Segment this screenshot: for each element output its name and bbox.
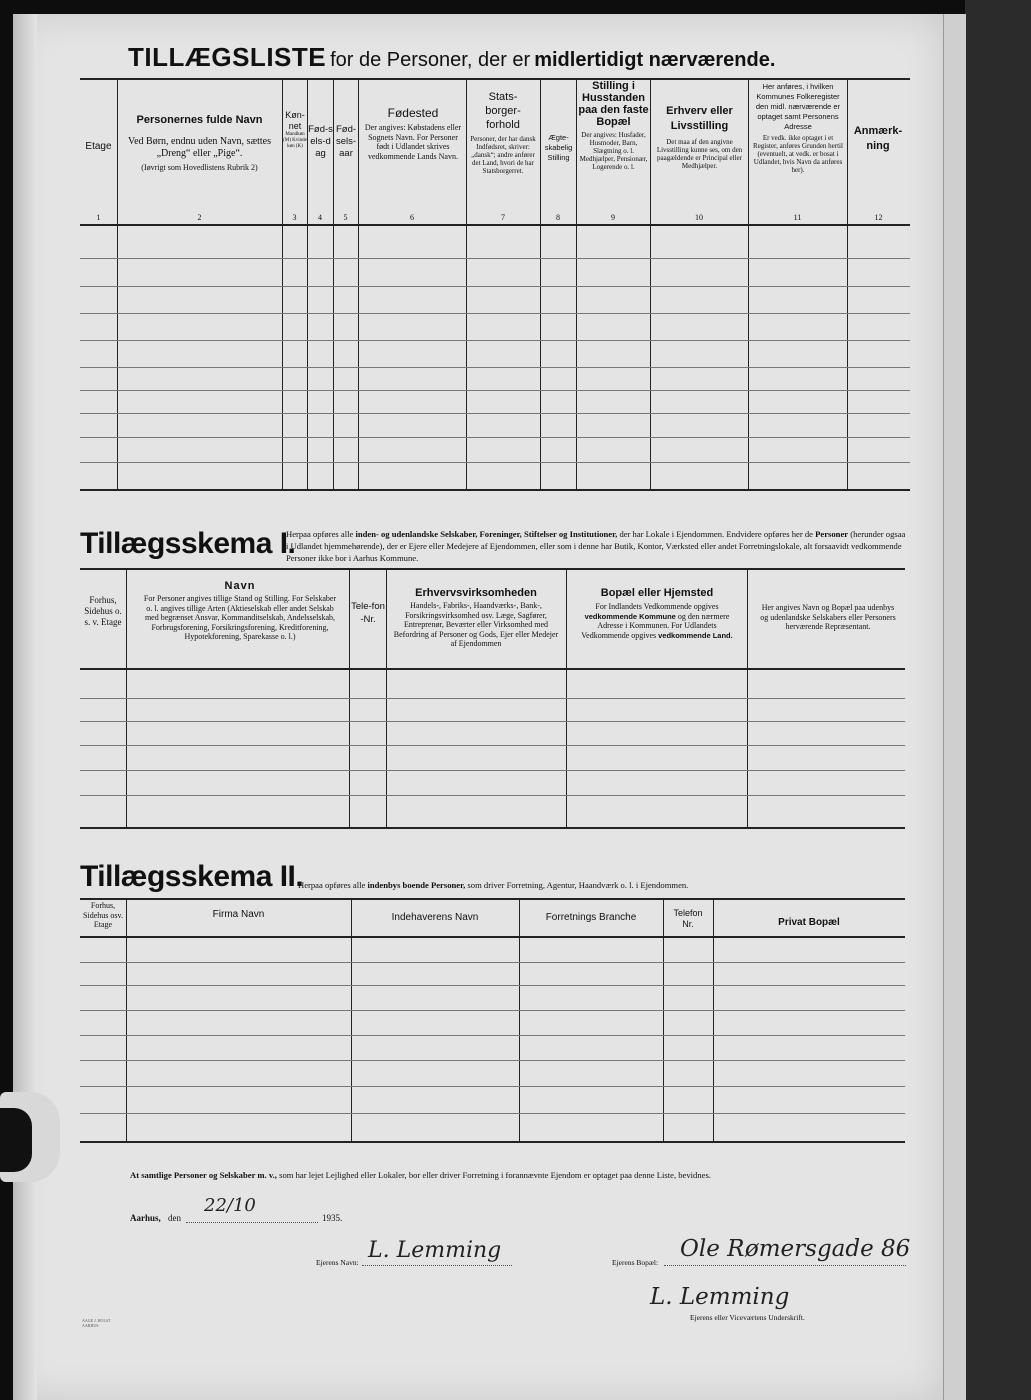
thumb-shadow [0, 1108, 32, 1172]
s2-col-branche: Forretnings Branche [545, 912, 637, 923]
t1-col5-title: Fød-sels-aar [335, 124, 357, 159]
t1-num5: 5 [343, 213, 348, 222]
t1-col9-body: Der angives: Husfader, Husmoder, Barn, Slægtning o. l. Medhjælper, Pensionær, Logerende o. l. [579, 131, 648, 171]
date-line [186, 1222, 318, 1223]
page-right-strip [943, 14, 966, 1400]
main-title-bold2: midlertidigt nærværende. [534, 49, 776, 71]
schema1-intro-3: Endvidere opføres her de [726, 529, 813, 539]
declaration-bold: At samtlige Personer og Selskaber m. v., [130, 1170, 277, 1180]
schema1-intro-4: (herunder ogsaa i Udlandet hjemmehørende), der er Ejere eller Medejere af Ejendommen, eller som i denne har Butik, Kontor, Værksted eller andet Forretningslokale, alt forsaavidt vedkommende Personer ikke bor i Aarhus Kommune. [286, 529, 906, 563]
place-label: Aarhus, [130, 1213, 161, 1223]
s1-bopael-bold1: vedkommende Kommune [584, 611, 676, 621]
t1-col10-title: Erhverv eller Livsstilling [666, 105, 733, 132]
s1-col-erhv-body: Handels-, Fabriks-, Haandværks-, Bank-, Forsikringsvirksomhed osv. Læge, Sagfører, Entreprenør, Beværter eller Virksomhed med Befordring af Personer og Gods, Ejer eller Medejer af Ejendommen [393, 601, 559, 648]
den-label: den [168, 1213, 181, 1223]
background-dark-right [965, 0, 1031, 1400]
t1-col10-body: Det maa af den angivne Livsstilling kunne ses, om den paagældende er Principal eller Medhjælper. [656, 138, 743, 170]
t1-col12-title: Anmærk-ning [853, 125, 903, 152]
t1-col6-title: Fødested [387, 106, 439, 120]
t1-col2-body: Ved Børn, endnu uden Navn, sættes „Dreng“ eller „Pige“. [127, 136, 272, 159]
s1-col-rep: Her angives Navn og Bopæl paa udenbys og udenlandske Selskabers eller Personers herværende Repræsentant. [760, 603, 896, 631]
t1-col11-body: Er vedk. ikke optaget i et Register, anføres Grunden hertil (eventuelt, at vedk. er bosat i Udlandet, hvis Navn da anføres her). [753, 134, 843, 174]
t1-col11-header [750, 82, 846, 174]
s2-col-etage: Forhus, Sidehus osv. Etage [83, 901, 123, 929]
owner-addr-handwritten: Ole Rømersgade 86 [680, 1236, 911, 1262]
t1-col2-header [119, 114, 280, 173]
s1-col-bopael-title: Bopæl eller Hjemsted [600, 587, 714, 599]
schema2-intro [298, 880, 898, 890]
declaration-rest: som har lejet Lejlighed eller Lokaler, bor eller driver Forretning i forannævnte Ejendom er optaget paa denne Liste, bevidnes. [279, 1170, 711, 1180]
t1-col9-header [577, 80, 650, 171]
signature-handwritten: L. Lemming [650, 1284, 790, 1310]
t1-col6-body: Der angives: Købstadens eller Sognets Navn. For Personer født i Udlandet skrives vedkommende Lands Navn. [364, 123, 462, 161]
main-title-mid: for de Personer, der er [330, 49, 531, 71]
t1-num1: 1 [96, 213, 101, 222]
t1-num3: 3 [292, 213, 297, 222]
page-left-edge [13, 14, 37, 1400]
s1-col-tlf: Tele-fon-Nr. [351, 601, 385, 625]
date-handwritten: 22/10 [204, 1195, 256, 1216]
t1-num7: 7 [501, 213, 505, 222]
signature-label: Ejerens eller Viceværtens Underskrift. [690, 1313, 805, 1322]
t1-col1-title: Etage [85, 141, 112, 152]
s1-col-etage: Forhus, Sidehus o. s. v. Etage [84, 595, 122, 627]
schema2-intro-2: som driver Forretning, Agentur, Haandværk o. l. i Ejendommen. [467, 880, 689, 890]
t1-num10: 10 [695, 213, 703, 222]
printer-mark: AAGE J. HOLST AARHUS [82, 1318, 111, 1328]
t1-num8: 8 [556, 213, 560, 222]
t1-col4-title: Fød-sels-dag [308, 124, 333, 159]
schema2-intro-bold: indenbys boende Personer, [367, 880, 466, 890]
owner-name-line [362, 1265, 512, 1266]
s1-col-navn [140, 580, 340, 642]
s2-col-indeh: Indehaverens Navn [391, 912, 479, 923]
t1-num11: 11 [793, 213, 802, 222]
schema1-intro-bold1: inden- og udenlandske Selskaber, Foreninger, Stiftelser og Institutioner, [355, 529, 618, 539]
t1-num12: 12 [874, 213, 883, 222]
t1-col9-title: Stilling i Husstanden paa den faste Bopæl [578, 80, 649, 128]
t1-col3-note: Mandkøn (M) Kvindekøn (K) [283, 132, 307, 149]
s1-bopael-body1: For Indlandets Vedkommende opgives [595, 602, 719, 611]
s1-bopael-bold2: vedkommende Land. [658, 630, 733, 640]
s1-col-erhv-title: Erhvervsvirksomheden [415, 587, 537, 599]
year-label: 1935. [322, 1213, 343, 1223]
schema1-intro [286, 528, 908, 564]
s1-col-navn-title: Navn [224, 580, 256, 592]
t1-col7-body: Personer, der har dansk Indfødsret, skriver: „dansk“; andre anfører det Land, hvori de har Statsborgerret. [470, 135, 536, 175]
t1-col7-header [468, 90, 538, 175]
schema1-intro-bold2: Personer [815, 529, 849, 539]
s1-col-navn-body: For Personer angives tillige Stand og Stilling. For Selskaber o. l. angives tillige Arten (Aktieselskab eller andet Selskab med begrænset Ansvar, Kommanditselskab, Andelsselskab, Forbrugsforening, Forsikringsforening, Kreditforening, Hypotekforening, Sparekasse o. l.) [143, 594, 337, 641]
t1-num6: 6 [410, 213, 414, 222]
s1-bopael-body2: og den nærmere Adresse i Kommunen. For Udlandets Vedkommende opgives [581, 611, 730, 640]
s2-col-firma: Firma Navn [212, 909, 265, 920]
s2-col-bopael: Privat Bopæl [778, 917, 840, 928]
s1-col-bopael [574, 587, 740, 640]
t1-col6-header [362, 106, 464, 161]
t1-num4: 4 [318, 213, 322, 222]
owner-addr-label: Ejerens Bopæl: [612, 1258, 659, 1267]
t1-col2-note: (Iøvrigt som Hovedlistens Rubrik 2) [141, 163, 258, 172]
owner-name-label: Ejerens Navn: [316, 1258, 359, 1267]
main-title-bold: TILLÆGSLISTE [128, 42, 327, 72]
schema1-intro-1: Herpaa opføres alle [286, 529, 354, 539]
t1-col11-title: Her anføres, i hvilken Kommunes Folkeregister den midl. nærværende er optaget samt Personens Adresse [755, 82, 841, 131]
main-title [128, 42, 775, 73]
declaration [130, 1167, 905, 1183]
owner-name-handwritten: L. Lemming [368, 1238, 502, 1263]
t1-col8-title: Ægte-skabelig Stilling [544, 133, 573, 162]
t1-col10-header [652, 104, 747, 170]
s2-col-tlf: Telefon Nr. [673, 908, 703, 929]
t1-num9: 9 [611, 213, 615, 222]
schema1-intro-2: der har Lokale i Ejendommen. [619, 529, 725, 539]
schema2-intro-1: Herpaa opføres alle [298, 880, 366, 890]
t1-col7-title: Stats-borger-forhold [485, 91, 521, 131]
s1-col-erhv [390, 587, 562, 649]
t1-num2: 2 [197, 213, 202, 222]
t1-col2-title: Personernes fulde Navn [136, 114, 263, 126]
t1-col3-header [283, 110, 307, 150]
schema1-title: Tillægsskema I. [80, 527, 296, 560]
t1-col3-title: Køn-net [285, 110, 305, 131]
schema2-title: Tillægsskema II. [80, 860, 304, 893]
owner-addr-line [664, 1265, 906, 1266]
